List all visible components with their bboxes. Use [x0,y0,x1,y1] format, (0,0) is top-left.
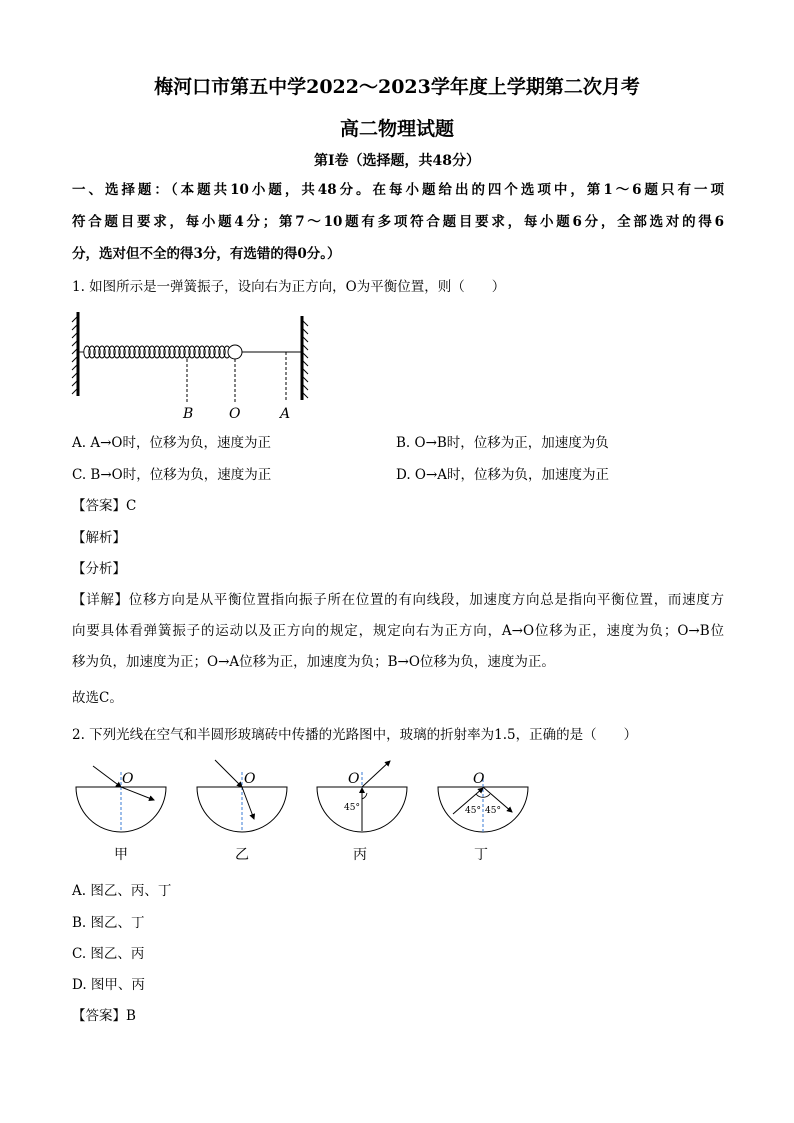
svg-text:O: O [122,771,134,787]
instructions-line-1: 一、选择题：（本题共10小题，共48分。在每小题给出的四个选项中，第1～6题只有一项 [72,182,724,198]
q1-option-c: C. B→O时，位移为负，速度为正 [72,467,272,483]
svg-text:O: O [244,771,256,787]
q2-stem: 2. 下列光线在空气和半圆形玻璃砖中传播的光路图中，玻璃的折射率为1.5，正确的是（ ） [72,727,638,743]
exam-title: 梅河口市第五中学2022～2023学年度上学期第二次月考 [154,76,640,98]
spring [79,346,230,358]
oscillator-ball [228,345,242,359]
q1-stem: 1. 如图所示是一弹簧振子，设向右为正方向，O为平衡位置，则（ ） [72,279,506,295]
instructions-line-2: 符合题目要求，每小题4分；第7～10题有多项符合题目要求，每小题6分，全部选对的得6 [72,214,724,230]
label-o: O [229,406,241,422]
figure-ding [438,771,528,863]
label-a: A [280,406,291,422]
q2-answer: 【答案】B [72,1008,136,1024]
svg-text:O: O [473,771,485,787]
q1-conclusion: 故选C。 [72,690,123,706]
q1-spring-figure [70,308,320,424]
q1-option-d: D. O→A时，位移为负，加速度为正 [396,467,610,483]
q2-option-c: C. 图乙、丙 [72,946,145,962]
q2-option-b: B. 图乙、丁 [72,915,145,931]
right-wall [302,316,308,400]
svg-text:45°: 45° [344,803,360,813]
q2-option-a: A. 图乙、丙、丁 [72,883,172,899]
instructions-line-3: 分，选对但不全的得3分，有选错的得0分。） [72,246,341,262]
q1-analysis-tag: 【解析】 [72,530,126,546]
q2-light-path-figures [70,752,540,867]
svg-text:丁: 丁 [474,847,488,863]
q1-detail-line-3: 移为负，加速度为正；O→A位移为正，加速度为负；B→O位移为负，速度为正。 [72,654,555,670]
q1-answer: 【答案】C [72,498,137,514]
q1-fenxi-tag: 【分析】 [72,561,126,577]
label-b: B [183,406,194,422]
q1-detail-line-1: 【详解】位移方向是从平衡位置指向振子所在位置的有向线段，加速度方向总是指向平衡位置，而速度方 [72,592,724,608]
figure-bing [317,761,407,863]
section-heading: 第Ⅰ卷（选择题，共48分） [313,153,481,169]
svg-text:甲: 甲 [114,847,128,863]
exam-subtitle: 高二物理试题 [339,118,454,140]
figure-jia [76,766,166,863]
q1-option-a: A. A→O时，位移为负，速度为正 [72,435,271,451]
svg-text:乙: 乙 [235,847,249,863]
q2-option-d: D. 图甲、丙 [72,977,145,993]
q1-option-b: B. O→B时，位移为正，加速度为负 [396,435,609,451]
svg-text:丙: 丙 [353,847,367,863]
left-wall [72,312,78,396]
svg-text:45°: 45° [485,806,501,816]
figure-yi [197,760,287,863]
svg-text:45°: 45° [465,806,481,816]
q1-detail-line-2: 向要具体看弹簧振子的运动以及正方向的规定，规定向右为正方向，A→O位移为正，速度为负；O→B位 [72,623,724,639]
svg-text:O: O [348,771,360,787]
